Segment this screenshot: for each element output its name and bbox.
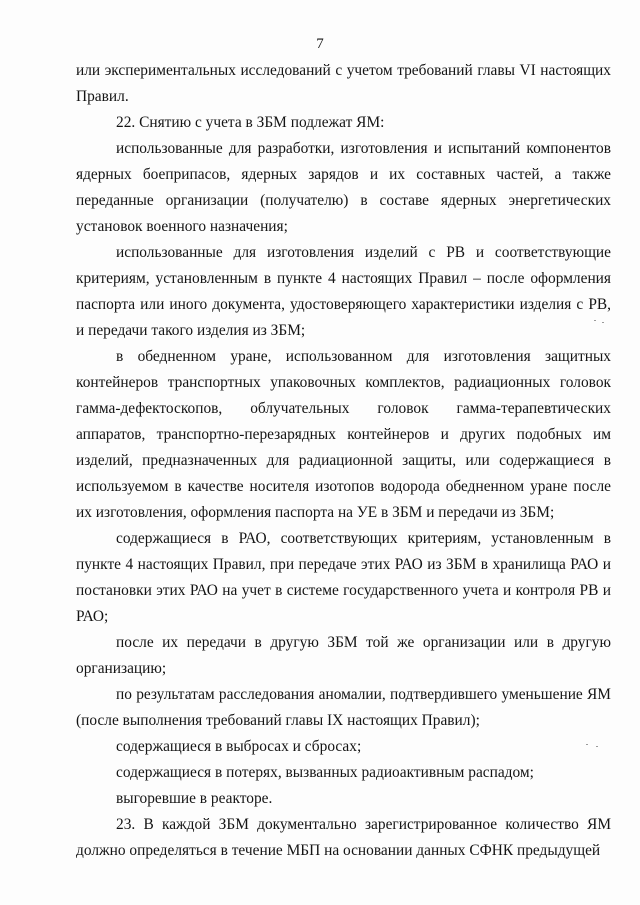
paragraph-continuation: или экспериментальных исследований с учетом требований главы VI настоящих Правил. [76, 62, 611, 105]
scan-speck [602, 322, 604, 323]
paragraph-anomaly: по результатам расследования аномалии, подтвердившего уменьшение ЯМ (после выполнения требований главы IX настоящих Правил); [76, 686, 611, 729]
paragraph-nuclear-munitions: использованные для разработки, изготовления и испытаний компонентов ядерных боеприпасов, ядерных зарядов и их составных частей, а также переданные организации (получателю) в составе ядерных энергетических установок военного назначения; [76, 140, 611, 235]
scan-speck [586, 744, 588, 745]
paragraph-item-22: 22. Снятию с учета в ЗБМ подлежат ЯМ: [116, 114, 385, 131]
paragraph-decay-losses: содержащиеся в потерях, вызванных радиоактивным распадом; [116, 764, 534, 781]
scan-speck [594, 320, 596, 321]
page-number: 7 [316, 36, 324, 52]
paragraph-rao: содержащиеся в РАО, соответствующих критериям, установленным в пункте 4 настоящих Правил, при передаче этих РАО из ЗБМ в хранилища РАО и постановки этих РАО на учет в системе государственного учета и контроля РВ и РАО; [76, 530, 611, 625]
paragraph-depleted-uranium: в обедненном уране, использованном для изготовления защитных контейнеров транспортных упаковочных комплектов, радиационных головок гамма-дефектоскопов, облучательных головок гамма-терапевтических аппаратов, транспортно-перезарядных контейнеров и других подобных им изделий, предназначенных для радиационной защиты, или содержащиеся в используемом в качестве носителя изотопов водорода обедненном уране после их изготовления, оформления паспорта на УЕ в ЗБМ и передачи из ЗБМ; [76, 348, 611, 521]
document-body [76, 58, 611, 864]
paragraph-emissions: содержащиеся в выбросах и сбросах; [116, 738, 362, 755]
paragraph-item-23: 23. В каждой ЗБМ документально зарегистрированное количество ЯМ должно определяться в течение МБП на основании данных СФНК предыдущей [76, 816, 611, 859]
paragraph-rv-products: использованные для изготовления изделий с РВ и соответствующие критериям, установленным в пункте 4 настоящих Правил – после оформления паспорта или иного документа, удостоверяющего характеристики изделия с РВ, и передачи такого изделия из ЗБМ; [76, 244, 611, 339]
paragraph-transfer: после их передачи в другую ЗБМ той же организации или в другую организацию; [76, 634, 611, 677]
paragraph-burned: выгоревшие в реакторе. [116, 790, 273, 807]
scan-speck [596, 746, 598, 747]
